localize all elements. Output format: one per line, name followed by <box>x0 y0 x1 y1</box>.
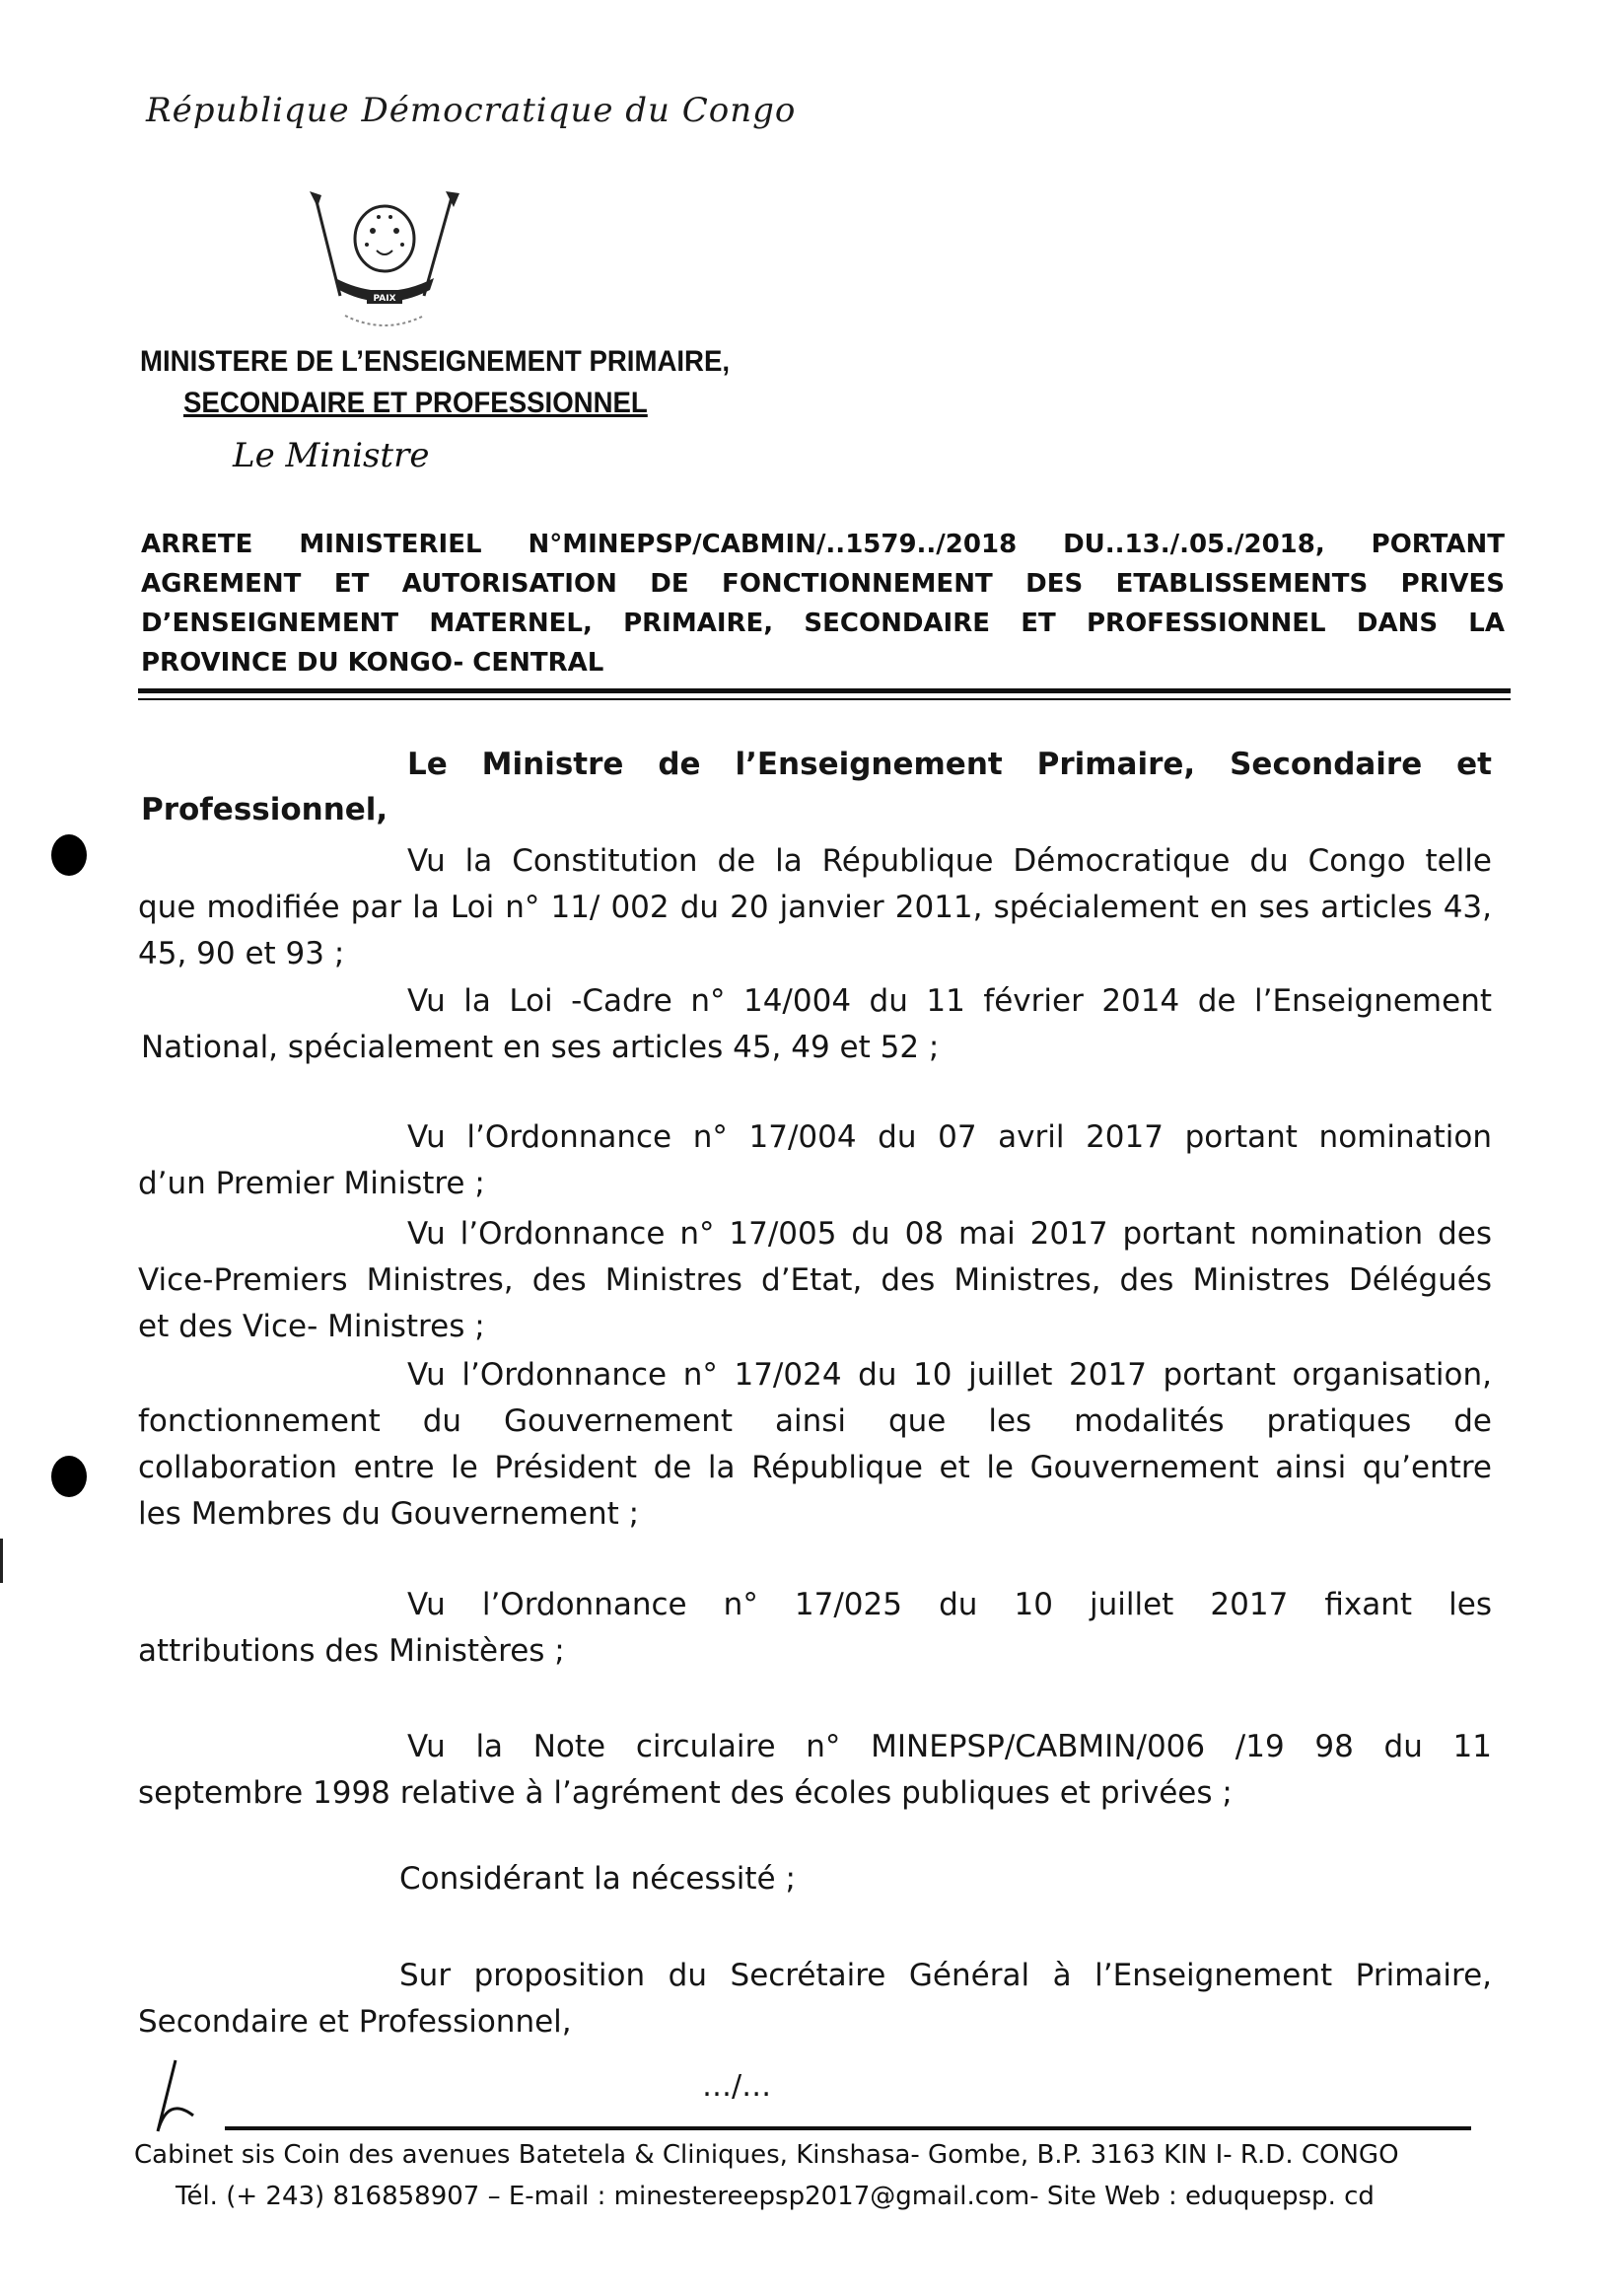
initials-signature-icon <box>148 2056 197 2135</box>
decree-title-line: ARRETE MINISTERIEL N°MINEPSP/CABMIN/..1579../2018 DU..13./.05./2018, PORTANT <box>141 530 1505 559</box>
paragraph-line: Secondaire et Professionnel, <box>138 2004 572 2040</box>
decree-title-line: AGREMENT ET AUTORISATION DE FONCTIONNEMENT DES ETABLISSEMENTS PRIVES <box>141 569 1505 599</box>
binder-hole-icon <box>51 1456 87 1497</box>
paragraph-line: Vu l’Ordonnance n° 17/025 du 10 juillet 2017 fixant les <box>407 1587 1492 1622</box>
paragraph-line: collaboration entre le Président de la République et le Gouvernement ainsi qu’entre <box>138 1450 1492 1485</box>
footer-contact: Tél. (+ 243) 816858907 – E-mail : minestereepsp2017@gmail.com- Site Web : eduquepsp. cd <box>176 2182 1375 2211</box>
binder-hole-icon <box>51 834 87 876</box>
paragraph-line: et des Vice- Ministres ; <box>138 1309 485 1344</box>
paragraph-line: Vu la Constitution de la République Démocratique du Congo telle <box>407 843 1492 879</box>
national-emblem-icon <box>296 187 473 330</box>
intro-line: Le Ministre de l’Enseignement Primaire, Secondaire et <box>407 747 1492 782</box>
ministry-name-line1: MINISTERE DE L’ENSEIGNEMENT PRIMAIRE, <box>140 345 731 378</box>
paragraph-line: Vu la Note circulaire n° MINEPSP/CABMIN/006 /19 98 du 11 <box>407 1729 1492 1764</box>
paragraph-line: septembre 1998 relative à l’agrément des écoles publiques et privées ; <box>138 1775 1233 1811</box>
paragraph-line: Vice-Premiers Ministres, des Ministres d’Etat, des Ministres, des Ministres Délégués <box>138 1262 1492 1298</box>
paragraph-line: 45, 90 et 93 ; <box>138 936 345 971</box>
title-divider <box>138 698 1511 700</box>
decree-title <box>141 525 1505 682</box>
paragraph-line: Vu l’Ordonnance n° 17/004 du 07 avril 2017 portant nomination <box>407 1119 1492 1155</box>
continuation-mark: …/… <box>702 2069 772 2104</box>
margin-mark <box>0 1539 3 1583</box>
intro-line: Professionnel, <box>141 792 388 827</box>
paragraph-line: Sur proposition du Secrétaire Général à l’Enseignement Primaire, <box>399 1958 1492 1993</box>
le-ministre-heading: Le Ministre <box>233 436 430 475</box>
paragraph-line: d’un Premier Ministre ; <box>138 1166 485 1201</box>
decree-title-line: PROVINCE DU KONGO- CENTRAL <box>141 648 604 678</box>
paragraph-line: Vu l’Ordonnance n° 17/005 du 08 mai 2017 portant nomination des <box>407 1216 1492 1252</box>
paragraph-line: que modifiée par la Loi n° 11/ 002 du 20 janvier 2011, spécialement en ses articles 43, <box>138 890 1492 925</box>
paragraph-line: attributions des Ministères ; <box>138 1633 565 1669</box>
paragraph-line: fonctionnement du Gouvernement ainsi que les modalités pratiques de <box>138 1403 1492 1439</box>
paragraph-line: Vu l’Ordonnance n° 17/024 du 10 juillet 2017 portant organisation, <box>407 1357 1492 1393</box>
footer-address: Cabinet sis Coin des avenues Batetela & Cliniques, Kinshasa- Gombe, B.P. 3163 KIN I- R.D. CONGO <box>134 2140 1399 2170</box>
footer-divider <box>225 2126 1471 2130</box>
title-divider <box>138 688 1511 693</box>
paragraph-line: National, spécialement en ses articles 45, 49 et 52 ; <box>141 1030 940 1065</box>
paragraph-line: Considérant la nécessité ; <box>399 1861 796 1897</box>
ministry-name-line2: SECONDAIRE ET PROFESSIONNEL <box>183 387 648 419</box>
svg-text:PAIX: PAIX <box>373 294 396 304</box>
republic-heading: République Démocratique du Congo <box>146 91 797 130</box>
paragraph-line: Vu la Loi -Cadre n° 14/004 du 11 février 2014 de l’Enseignement <box>407 983 1492 1019</box>
paragraph-line: les Membres du Gouvernement ; <box>138 1496 640 1532</box>
decree-title-line: D’ENSEIGNEMENT MATERNEL, PRIMAIRE, SECONDAIRE ET PROFESSIONNEL DANS LA <box>141 609 1505 638</box>
